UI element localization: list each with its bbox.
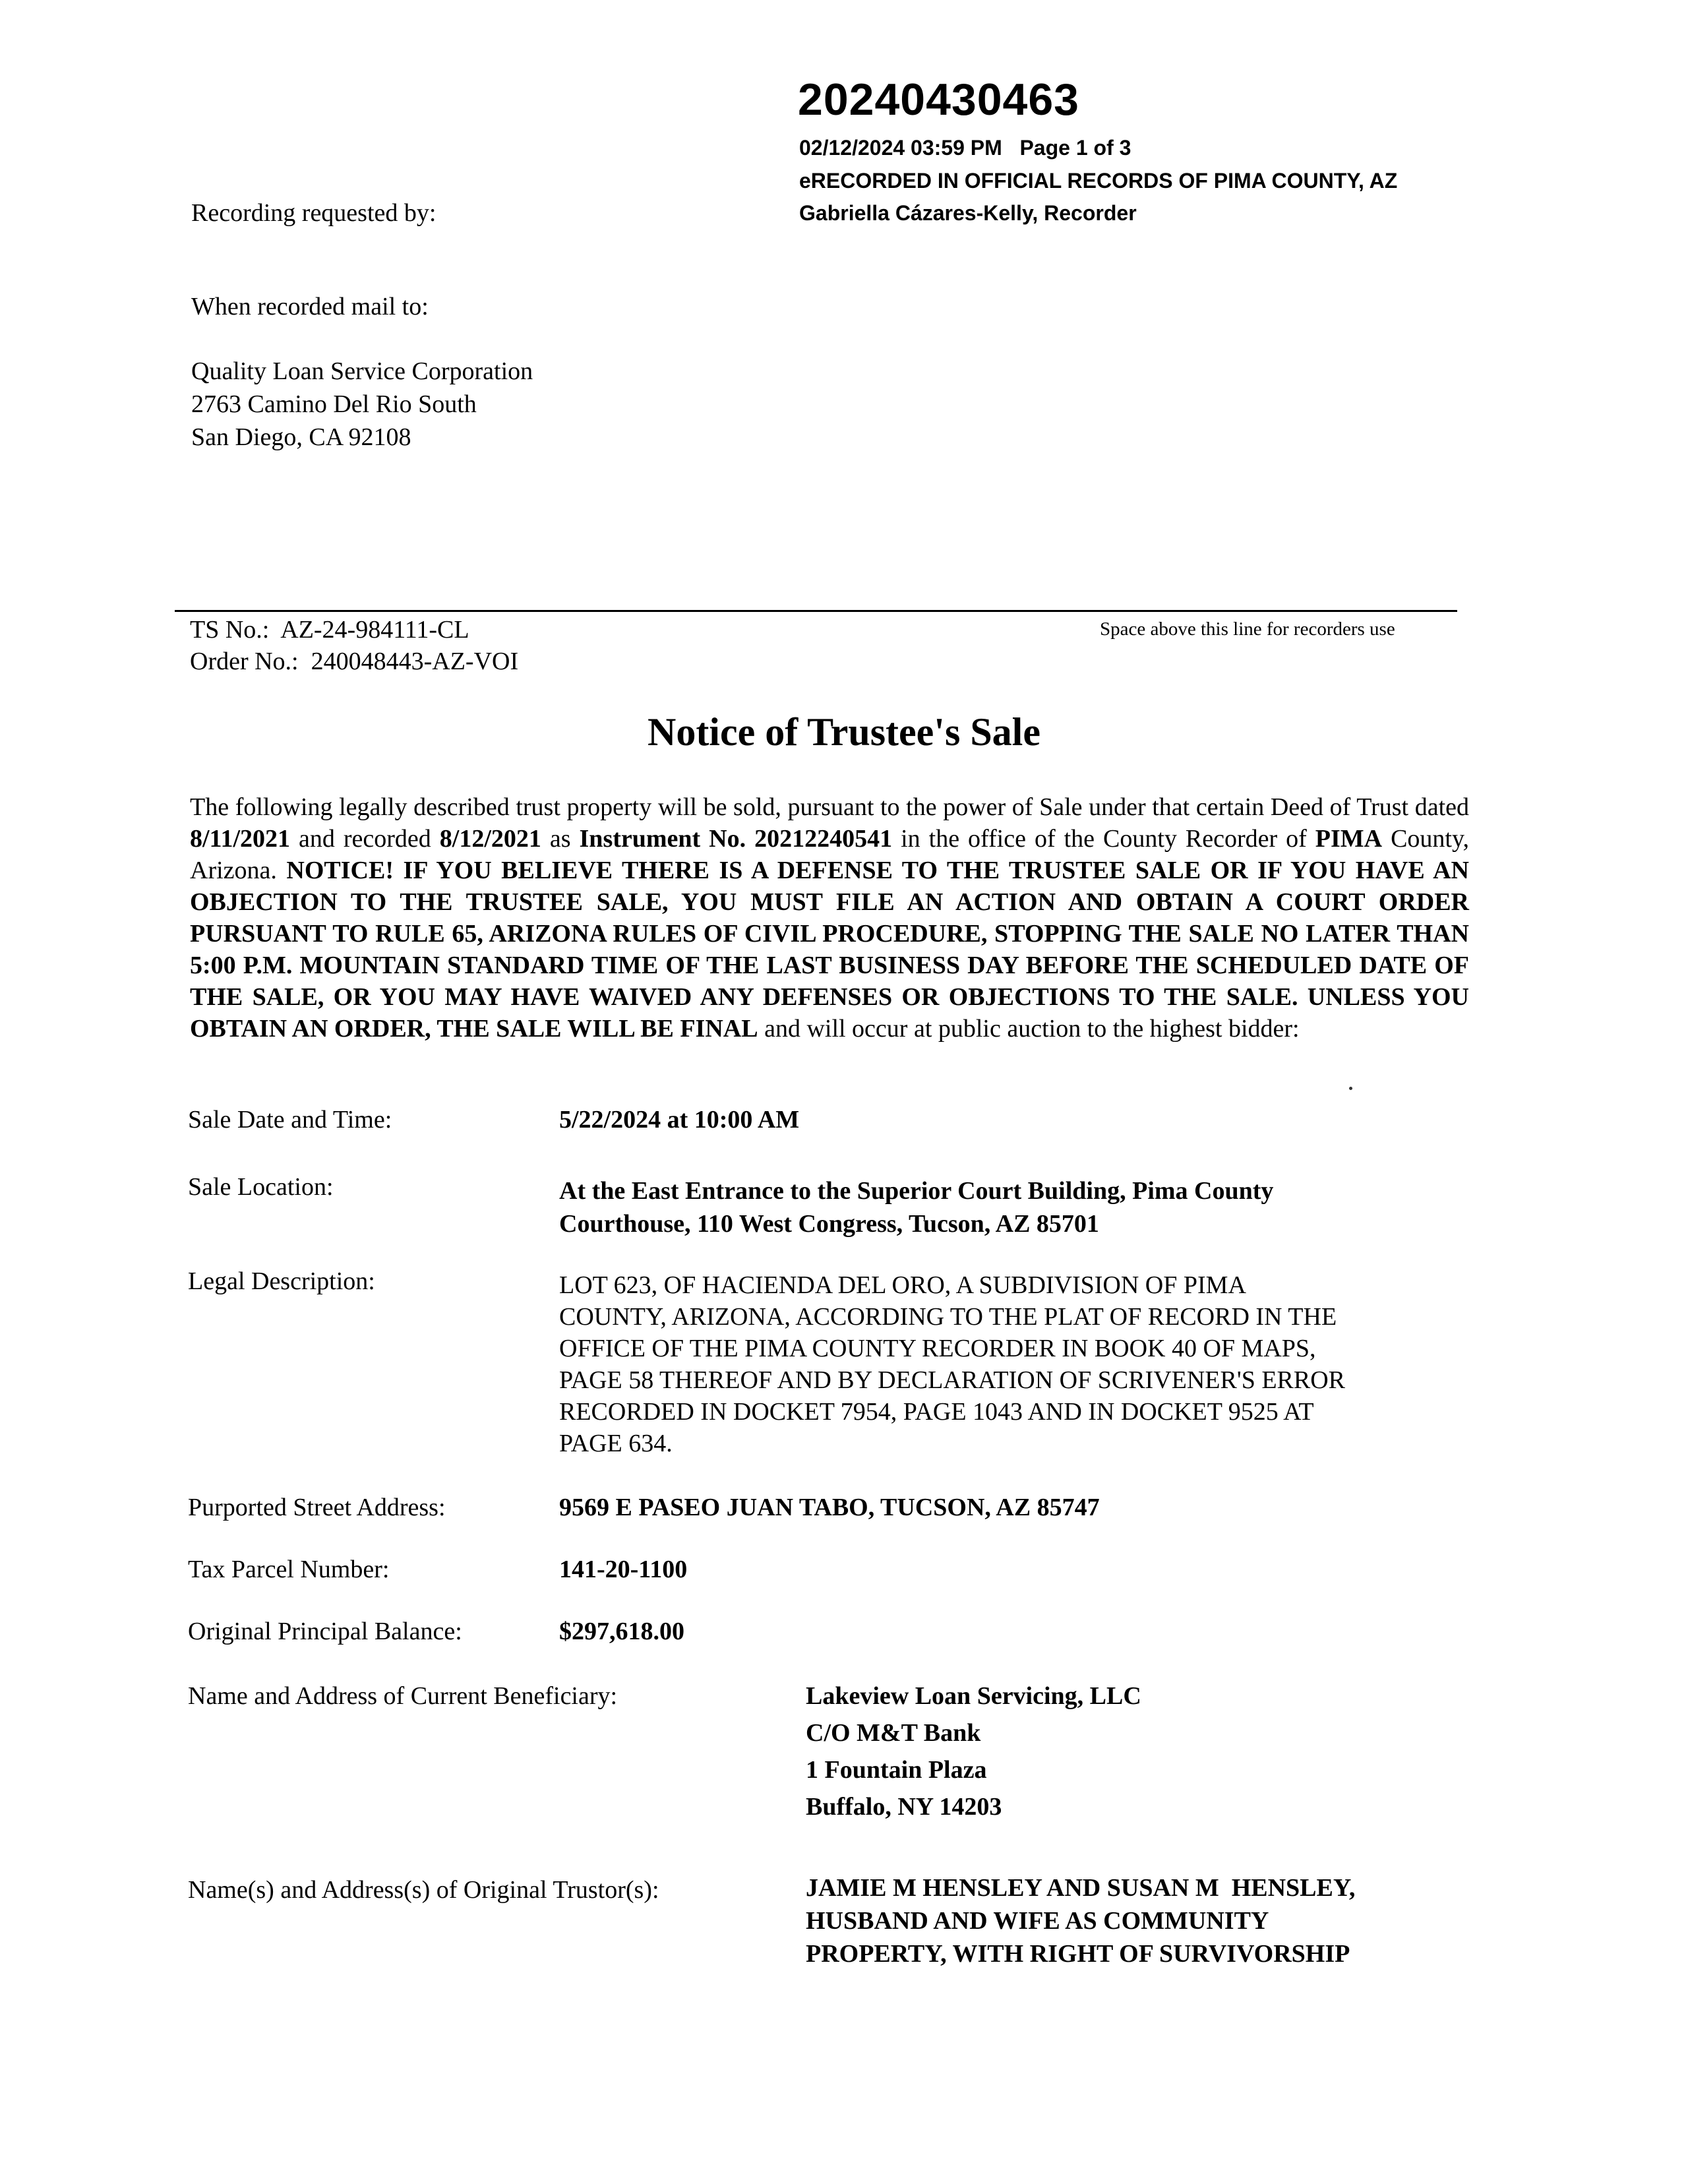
sale-location-label: Sale Location: bbox=[188, 1173, 334, 1201]
sale-location-line: Courthouse, 110 West Congress, Tucson, AZ 85701 bbox=[559, 1210, 1099, 1238]
tax-parcel-label: Tax Parcel Number: bbox=[188, 1556, 390, 1583]
legal-description-line: PAGE 58 THEREOF AND BY DECLARATION OF SCRIVENER'S ERROR bbox=[559, 1366, 1346, 1394]
beneficiary-line: 1 Fountain Plaza bbox=[806, 1756, 987, 1784]
recording-datetime-page: 02/12/2024 03:59 PM Page 1 of 3 bbox=[799, 136, 1131, 160]
legal-description-line: PAGE 634. bbox=[559, 1430, 673, 1457]
intro-text: The following legally described trust property will be sold, pursuant to the power of Sale under that certain Deed of Trust dated bbox=[190, 793, 1469, 821]
order-number: Order No.: 240048443-AZ-VOI bbox=[190, 648, 519, 675]
beneficiary-line: C/O M&T Bank bbox=[806, 1719, 981, 1747]
sale-date-value: 5/22/2024 at 10:00 AM bbox=[559, 1106, 800, 1134]
principal-balance-label: Original Principal Balance: bbox=[188, 1618, 462, 1645]
mail-address-line: Quality Loan Service Corporation bbox=[191, 357, 533, 385]
legal-notice: NOTICE! IF YOU BELIEVE THERE IS A DEFENSE TO THE TRUSTEE SALE OR IF YOU HAVE AN OBJECTION TO THE TRUSTEE SALE, YOU MUST FILE AN ACTION AND OBTAIN A COURT ORDER PURSUANT TO RULE 65, ARIZONA RULES OF CIVIL PROCEDURE, STOPPING THE SALE NO LATER THAN 5:00 P.M. MOUNTAIN STANDARD TIME OF THE LAST BUSINESS DAY BEFORE THE SCHEDULED DATE OF THE SALE, OR YOU MAY HAVE WAIVED ANY DEFENSES OR OBJECTIONS TO THE SALE. UNLESS YOU OBTAIN AN ORDER, THE SALE WILL BE FINAL bbox=[190, 857, 1469, 1043]
legal-description-line: RECORDED IN DOCKET 7954, PAGE 1043 AND IN DOCKET 9525 AT bbox=[559, 1398, 1314, 1426]
sale-location-line: At the East Entrance to the Superior Court Building, Pima County bbox=[559, 1177, 1274, 1205]
trustor-label: Name(s) and Address(s) of Original Trustor(s): bbox=[188, 1876, 659, 1904]
recorder-space-divider bbox=[175, 610, 1457, 612]
instrument-number: Instrument No. 20212240541 bbox=[579, 825, 893, 853]
intro-text: as bbox=[541, 825, 580, 853]
mail-address-line: 2763 Camino Del Rio South bbox=[191, 390, 477, 418]
intro-paragraph bbox=[190, 791, 1469, 1045]
trustor-line: JAMIE M HENSLEY AND SUSAN M HENSLEY, bbox=[806, 1874, 1356, 1902]
recorder-name: Gabriella Cázares-Kelly, Recorder bbox=[799, 201, 1137, 225]
trustor-line: HUSBAND AND WIFE AS COMMUNITY bbox=[806, 1907, 1269, 1935]
street-address-label: Purported Street Address: bbox=[188, 1494, 446, 1521]
recording-number: 20240430463 bbox=[798, 75, 1080, 125]
when-recorded-mail-to: When recorded mail to: bbox=[191, 293, 429, 320]
tax-parcel-value: 141-20-1100 bbox=[559, 1556, 688, 1583]
intro-text: and will occur at public auction to the highest bidder: bbox=[758, 1015, 1300, 1043]
recorded-date: 8/12/2021 bbox=[439, 825, 541, 853]
principal-balance-value: $297,618.00 bbox=[559, 1618, 684, 1645]
deed-date: 8/11/2021 bbox=[190, 825, 291, 853]
document-title: Notice of Trustee's Sale bbox=[648, 710, 1040, 754]
legal-description-line: OFFICE OF THE PIMA COUNTY RECORDER IN BOOK 40 OF MAPS, bbox=[559, 1335, 1316, 1362]
intro-text: in the office of the County Recorder of bbox=[892, 825, 1315, 853]
beneficiary-line: Lakeview Loan Servicing, LLC bbox=[806, 1682, 1141, 1710]
trustor-line: PROPERTY, WITH RIGHT OF SURVIVORSHIP bbox=[806, 1940, 1350, 1968]
street-address-value: 9569 E PASEO JUAN TABO, TUCSON, AZ 85747 bbox=[559, 1494, 1100, 1521]
beneficiary-line: Buffalo, NY 14203 bbox=[806, 1793, 1002, 1821]
stray-mark bbox=[1349, 1087, 1352, 1090]
legal-description-line: LOT 623, OF HACIENDA DEL ORO, A SUBDIVISION OF PIMA bbox=[559, 1271, 1246, 1299]
recorder-space-note: Space above this line for recorders use bbox=[1100, 619, 1395, 640]
beneficiary-label: Name and Address of Current Beneficiary: bbox=[188, 1682, 618, 1710]
county-name: PIMA bbox=[1315, 825, 1383, 853]
mail-address-line: San Diego, CA 92108 bbox=[191, 423, 411, 451]
intro-text: County, Arizona. bbox=[190, 825, 1469, 884]
intro-text: and recorded bbox=[290, 825, 440, 853]
legal-description-label: Legal Description: bbox=[188, 1267, 375, 1295]
mail-address-block bbox=[191, 355, 533, 454]
sale-date-label: Sale Date and Time: bbox=[188, 1106, 392, 1134]
recording-office: eRECORDED IN OFFICIAL RECORDS OF PIMA COUNTY, AZ bbox=[799, 169, 1398, 193]
ts-number: TS No.: AZ-24-984111-CL bbox=[190, 616, 469, 644]
recording-requested-by: Recording requested by: bbox=[191, 199, 437, 227]
legal-description-line: COUNTY, ARIZONA, ACCORDING TO THE PLAT OF RECORD IN THE bbox=[559, 1303, 1337, 1331]
